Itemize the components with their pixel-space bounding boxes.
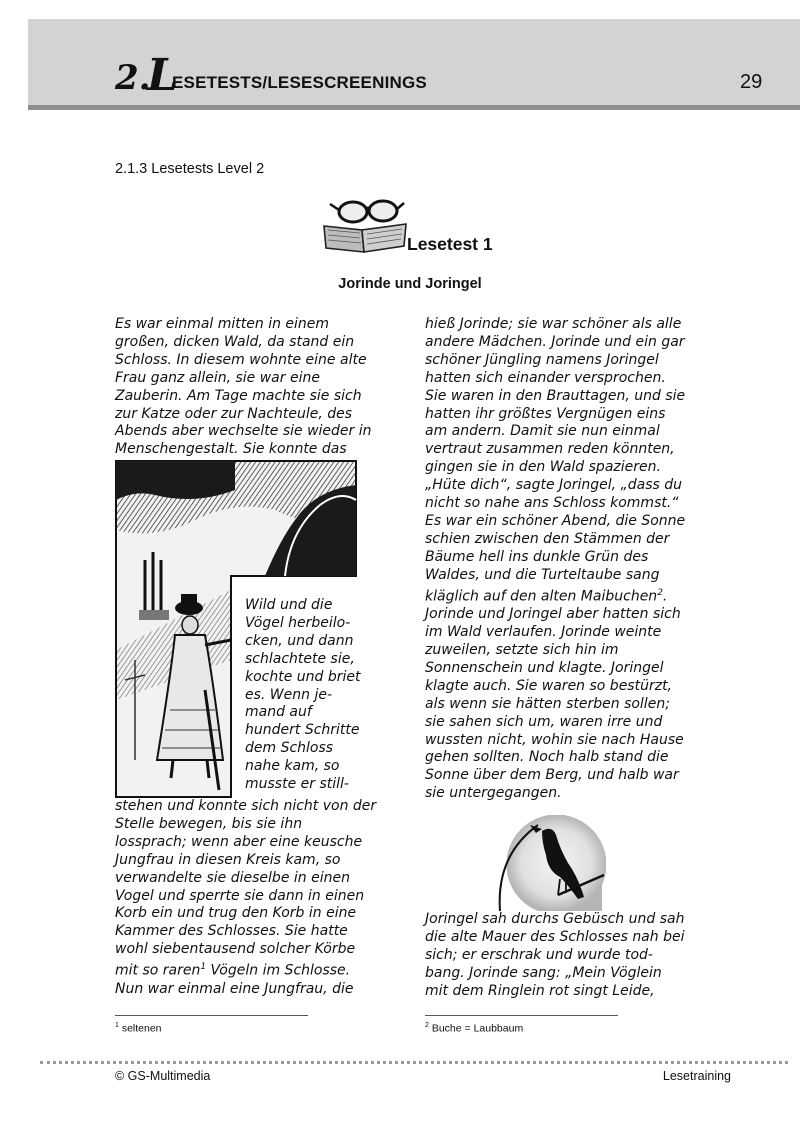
page-number: 29 bbox=[740, 71, 763, 93]
footnote-rule-left bbox=[115, 1015, 308, 1016]
chapter-number: 2. bbox=[115, 58, 151, 98]
footer-copyright: © GS-Multimedia bbox=[115, 1069, 211, 1083]
footnote-2: $^2$ Buche = Laubbaum bbox=[425, 1022, 524, 1035]
footer-dotted-rule bbox=[40, 1061, 788, 1064]
header-rule bbox=[28, 105, 800, 110]
chapter-title: ESETESTS/LESESCREENINGS bbox=[172, 73, 427, 92]
col1-paragraph-bottom: stehen und konnte sich nicht von der Stelle bewegen, bis sie ihn lossprach; wenn aber eine keusche Jungfrau in diesen Kreis kam, so verwandelte sie dieselbe in einen Vogel und sperrte sie dann in einen Korb ein und trug den Korb in eine Kammer des Schlosses. Sie hatte wohl siebentausend solcher Körbe mit so raren$^1$ Vögeln im Schlosse. Nun war einmal eine Jungfrau, die bbox=[115, 798, 377, 997]
footnote-ref-1: 1 bbox=[200, 962, 207, 973]
bird-illustration bbox=[498, 815, 606, 913]
test-title: Lesetest 1 bbox=[407, 234, 493, 254]
story-title: Jorinde und Joringel bbox=[338, 276, 482, 292]
section-heading: 2.1.3 Lesetests Level 2 bbox=[115, 161, 265, 177]
book-glasses-icon bbox=[320, 194, 410, 254]
footer-series-title: Lesetraining bbox=[662, 1069, 731, 1083]
footnote-ref-2: 2 bbox=[657, 587, 663, 598]
footnote-1: $^1$ seltenen bbox=[115, 1022, 162, 1035]
col2-paragraph-bottom: Joringel sah durchs Gebüsch und sah die alte Mauer des Schlosses nah bei sich; er erschrak und wurde tod- bang. Jorinde sang: „Mein Vöglein mit dem Ringlein rot singt Leide, bbox=[425, 911, 685, 999]
col2-paragraph-top: hieß Jorinde; sie war schöner als alle andere Mädchen. Jorinde und ein gar schöner Jüngling namens Joringel hatten sich einander versprochen. Sie waren in den Brauttagen, und sie hatten ihr größtes Vergnügen eins am andern. Damit sie nun einmal vertraut zusammen reden könnten, gingen sie in den Wald spazieren. „Hüte dich“, sagte Joringel, „dass du nicht so nahe ans Schloss kommst.“ Es war ein schöner Abend, die Sonne schien zwischen den Stämmen der Bäume hell ins dunkle Grün des Waldes, und die Turteltaube sang kläglich auf den alten Maibuchen$^2$. Jorinde und Joringel aber hatten sich im Wald verlaufen. Jorinde weinte zuweilen, setzte sich hin im Sonnenschein und klagte. Joringel klagte auch. Sie waren so bestürzt, als wenn sie hätten sterben sollen; sie sahen sich um, waren irre und wussten nicht, wohin sie nach Hause gehen sollten. Noch halb stand die Sonne über dem Berg, und halb war sie untergegangen. bbox=[425, 316, 686, 802]
col1-paragraph-top: Es war einmal mitten in einem großen, dicken Wald, da stand ein Schloss. In diesem wohnte eine alte Frau ganz allein, sie war eine Zauberin. Am Tage machte sie sich zur Katze oder zur Nachteule, des Abends aber wechselte sie wieder in Menschengestalt. Sie konnte das bbox=[115, 316, 372, 458]
footnote-rule-right bbox=[425, 1015, 618, 1016]
chapter-initial: L bbox=[147, 50, 178, 101]
col1-paragraph-beside-image: Wild und die Vögel herbeilo- cken, und dann schlachtete sie, kochte und briet es. Wenn je- mand auf hundert Schritte dem Schloss nahe kam, so musste er still- bbox=[245, 597, 361, 793]
